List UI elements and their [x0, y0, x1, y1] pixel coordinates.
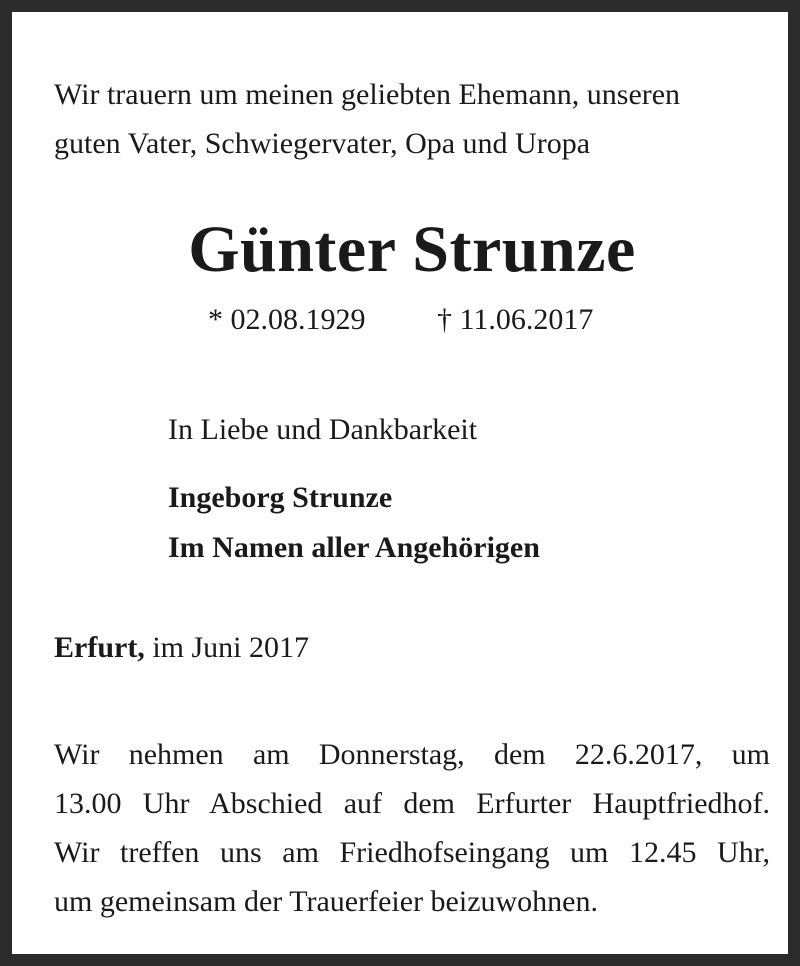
service-info: [54, 730, 770, 926]
intro-line-1: Wir trauern um meinen geliebten Ehemann, unseren: [54, 78, 681, 111]
closing-phrase: In Liebe und Dankbarkeit: [168, 413, 478, 446]
signatory-name: Ingeborg Strunze: [168, 481, 393, 514]
service-line-3: Wir treffen uns am Friedhofseingang um 12.45 Uhr,: [54, 836, 770, 869]
intro-text: [54, 70, 680, 168]
service-line-1: Wir nehmen am Donnerstag, dem 22.6.2017, um: [54, 738, 770, 771]
place-date: [54, 628, 309, 668]
service-line-4: um gemeinsam der Trauerfeier beizuwohnen.: [54, 885, 598, 918]
on-behalf-line: Im Namen aller Angehörigen: [168, 531, 540, 564]
death-date: † 11.06.2017: [437, 303, 594, 336]
intro-line-2: guten Vater, Schwiegervater, Opa und Uropa: [54, 127, 591, 160]
city: Erfurt,: [54, 631, 145, 664]
birth-date: * 02.08.1929: [208, 303, 366, 336]
deceased-name: Günter Strunze: [188, 213, 636, 286]
date-text: im Juni 2017: [144, 631, 309, 664]
service-line-2: 13.00 Uhr Abschied auf dem Erfurter Hauptfriedhof.: [54, 787, 770, 820]
